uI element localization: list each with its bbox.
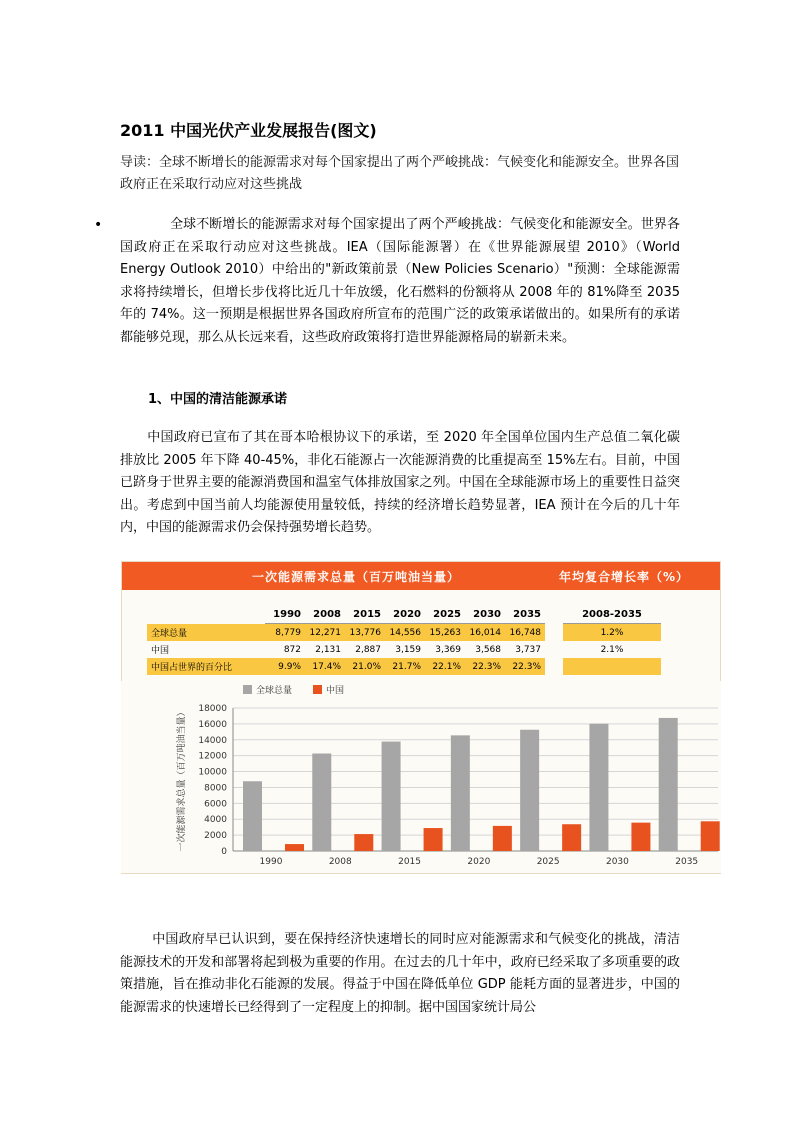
bar-world [589, 724, 608, 851]
table-cell: 21.7% [385, 658, 425, 675]
figure-header-right: 年均复合增长率（%） [559, 570, 690, 584]
bar-world [659, 718, 678, 851]
table-gap [545, 624, 563, 642]
paragraph-2 [120, 427, 680, 540]
table-cell: 15,263 [425, 624, 465, 642]
x-tick-label: 2035 [675, 857, 699, 867]
table-cell: 3,369 [435, 644, 461, 655]
paragraph-3 [120, 929, 680, 1019]
bar-china [631, 823, 650, 851]
energy-demand-chart [121, 681, 721, 873]
y-tick-label: 16000 [198, 719, 227, 730]
table-corner [147, 606, 265, 624]
table-gap [545, 606, 563, 624]
table-cell: 16,748 [505, 624, 545, 642]
table-row-world [147, 624, 661, 642]
table-row-china [147, 641, 661, 658]
legend-label: 中国 [326, 686, 345, 696]
table-cell: 17.4% [305, 658, 345, 675]
table-cell: 2,887 [355, 644, 381, 655]
y-tick-label: 6000 [204, 799, 227, 810]
rate-header: 2008-2035 [563, 606, 661, 624]
bar-world [312, 754, 331, 851]
table-cell: 14,556 [385, 624, 425, 642]
y-tick-label: 18000 [198, 704, 227, 714]
table-cell: 13,776 [345, 624, 385, 642]
bar-china [285, 844, 304, 851]
y-tick-label: 8000 [204, 783, 227, 794]
figure-header-left: 一次能源需求总量（百万吨油当量） [252, 570, 461, 584]
table-gap [545, 658, 563, 675]
y-tick-label: 4000 [204, 815, 227, 826]
x-tick-label: 2015 [398, 857, 422, 867]
table-header-row [147, 606, 661, 624]
table-cell: 3,568 [475, 644, 501, 655]
x-tick-label: 2008 [328, 857, 352, 867]
table-cell: 9.9% [265, 658, 305, 675]
year-header: 2025 [425, 606, 465, 624]
row-label: 中国占世界的百分比 [147, 658, 265, 675]
table-cell: 872 [283, 644, 301, 655]
page-title: 2011 中国光伏产业发展报告(图文) [120, 121, 377, 140]
rate-cell: 1.2% [563, 624, 661, 642]
y-tick-label: 12000 [198, 751, 227, 762]
paragraph-2-text: 中国政府已宣布了其在哥本哈根协议下的承诺，至 2020 年全国单位国内生产总值二氧化碳排放比 2005 年下降 40-45%，非化石能源占一次能源消费的比重提高至 15%左右。目前，中国已跻身于世界主要的能源消费国和温室气体排放国家之列。中国在全球能源市场上的重要性日益突出。考虑到中国当前人均能源使用量较低，持续的经济增长趋势显著，IEA 预计在今后的几十年内，中国的能源需求仍会保持强势增长趋势。 [120, 430, 680, 535]
x-tick-label: 2020 [467, 857, 491, 867]
paragraph-1 [120, 214, 680, 349]
table-row-share [147, 658, 661, 675]
rate-cell: 2.1% [600, 644, 624, 655]
year-header: 2030 [465, 606, 505, 624]
table-cell: 2,131 [315, 644, 341, 655]
table-cell: 8,779 [265, 624, 305, 642]
rate-cell [563, 658, 661, 675]
table-cell: 21.0% [345, 658, 385, 675]
bar-world [382, 742, 401, 851]
table-cell: 3,159 [395, 644, 421, 655]
x-tick-label: 2025 [536, 857, 560, 867]
year-header: 1990 [265, 606, 305, 624]
bar-world [520, 730, 539, 851]
table-cell: 22.1% [425, 658, 465, 675]
bar-world [451, 735, 470, 851]
year-header: 2020 [385, 606, 425, 624]
legend-label: 全球总量 [256, 686, 293, 696]
demand-table [147, 606, 661, 675]
year-header: 2035 [505, 606, 545, 624]
legend-swatch [313, 685, 322, 694]
bar-china [354, 834, 373, 851]
y-tick-label: 2000 [204, 831, 227, 842]
paragraph-1-text: 全球不断增长的能源需求对每个国家提出了两个严峻挑战：气候变化和能源安全。世界各国政府正在采取行动应对这些挑战。IEA（国际能源署）在《世界能源展望 2010》（World Energy Outlook 2010）中给出的"新政策前景（New Policies Scenario）"预测：全球能源需求将持续增长，但增长步伐将比近几十年放缓，化石燃料的份额将从 2008 年的 81%降至 2035年的 74%。这一预期是根据世界各国政府所宣布的范围广泛的政策承诺做出的。如果所有的承诺都能够兑现，那么从长远来看，这些政府政策将打造世界能源格局的崭新未来。 [120, 217, 680, 345]
intro-text: 导读：全球不断增长的能源需求对每个国家提出了两个严峻挑战：气候变化和能源安全。世界各国政府正在采取行动应对这些挑战 [120, 155, 680, 192]
section-heading: 1、中国的清洁能源承诺 [148, 392, 288, 407]
bar-world [243, 781, 262, 851]
row-label: 中国 [151, 646, 170, 656]
y-tick-label: 14000 [198, 735, 227, 746]
table-cell: 22.3% [505, 658, 545, 675]
table-gap [545, 641, 563, 658]
paragraph-3-text: 中国政府早已认识到，要在保持经济快速增长的同时应对能源需求和气候变化的挑战，清洁能源技术的开发和部署将起到极为重要的作用。在过去的几十年中，政府已经采取了多项重要的政策措施，旨在推动非化石能源的发展。得益于中国在降低单位 GDP 能耗方面的显著进步，中国的能源需求的快速增长已经得到了一定程度上的抑制。据中国国家统计局公 [120, 932, 680, 1015]
bar-china [493, 826, 512, 851]
bullet-dot: • [94, 217, 103, 233]
x-tick-label: 2030 [605, 857, 629, 867]
table-cell: 12,271 [305, 624, 345, 642]
table-cell: 3,737 [515, 644, 541, 655]
y-tick-label: 0 [221, 847, 227, 857]
year-header: 2008 [305, 606, 345, 624]
legend-swatch [243, 685, 252, 694]
table-cell: 16,014 [465, 624, 505, 642]
y-tick-label: 10000 [198, 767, 227, 778]
figure-header [122, 562, 721, 590]
x-tick-label: 1990 [259, 857, 283, 867]
y-axis-label: 一次能源需求总量（百万吨油当量） [177, 707, 187, 852]
bar-china [701, 821, 720, 851]
bar-china [424, 828, 443, 851]
table-cell: 22.3% [465, 658, 505, 675]
row-label: 全球总量 [147, 624, 265, 642]
year-header: 2015 [345, 606, 385, 624]
bar-china [562, 824, 581, 851]
